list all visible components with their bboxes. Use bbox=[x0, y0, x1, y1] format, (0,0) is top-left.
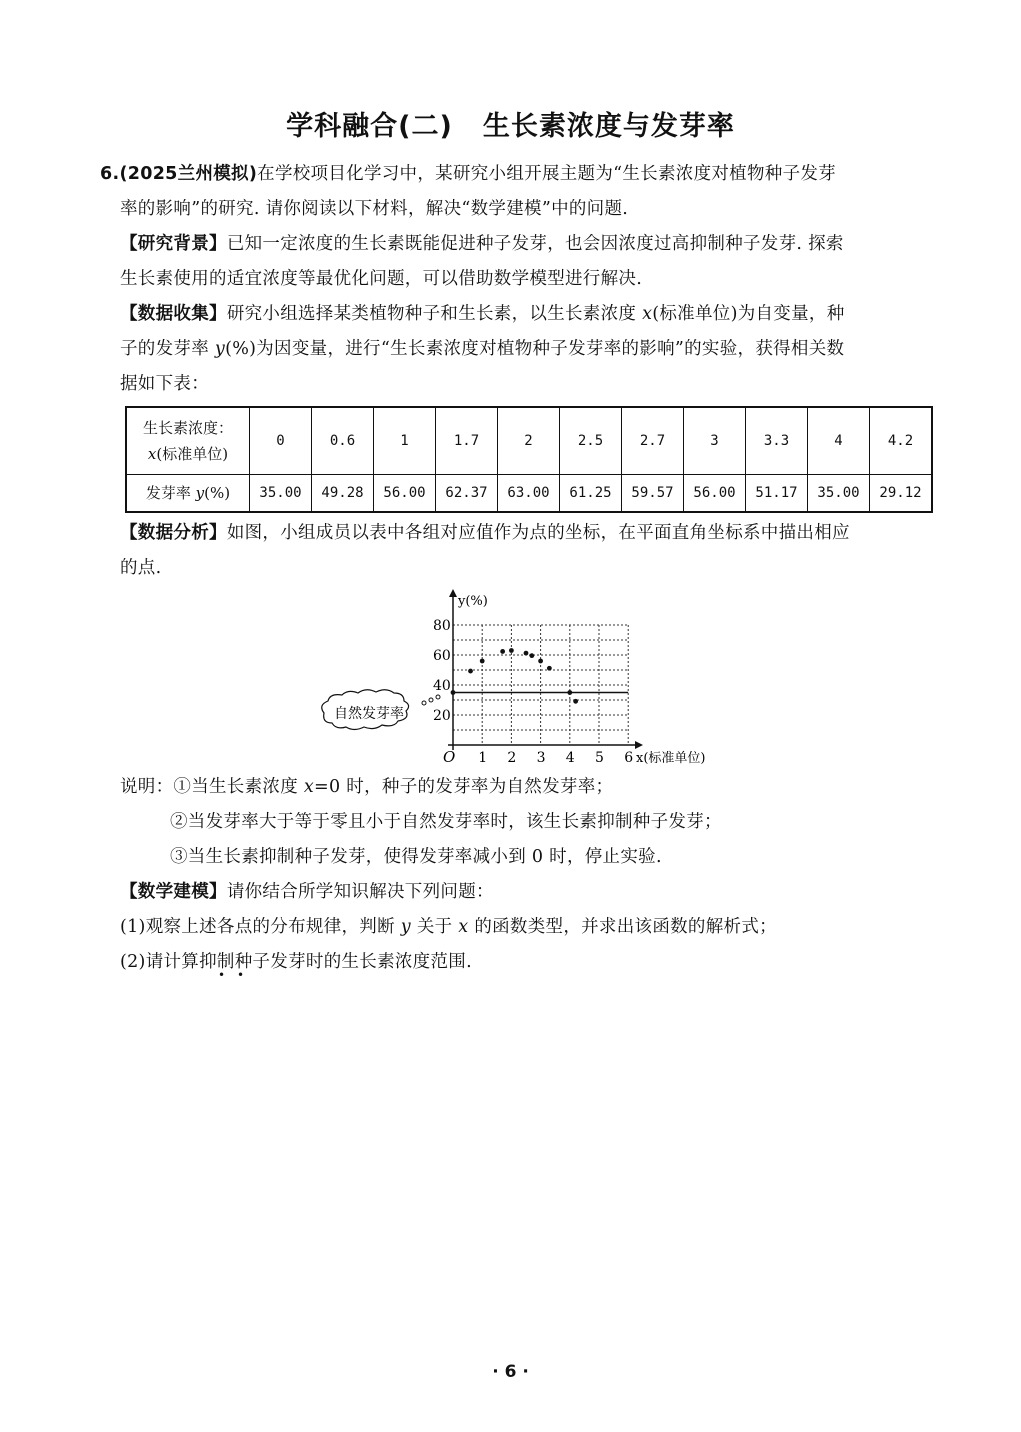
table-cell: 62.37 bbox=[436, 475, 498, 513]
collection-label: 【数据收集】 bbox=[120, 304, 227, 324]
table-cell: 56.00 bbox=[374, 475, 436, 513]
data-point bbox=[538, 659, 543, 664]
intro-line1: 在学校项目化学习中，某研究小组开展主题为“生长素浓度对植物种子发芽 bbox=[257, 164, 836, 184]
analysis-section bbox=[100, 516, 945, 586]
y-tick-label: 80 bbox=[433, 618, 451, 634]
collection-line2b: (%)为因变量，进行“生长素浓度对植物种子发芽率的影响”的实验，获得相关数 bbox=[225, 339, 845, 359]
note1-var: x bbox=[303, 777, 315, 797]
table-header-y bbox=[126, 475, 250, 513]
data-point bbox=[451, 690, 456, 695]
table-cell: 1.7 bbox=[436, 407, 498, 475]
collection-line2a: 子的发芽率 bbox=[120, 339, 215, 359]
data-point bbox=[468, 669, 473, 674]
y-axis-arrow bbox=[449, 589, 457, 597]
notes-section bbox=[100, 770, 945, 875]
emphasis-dot: • bbox=[237, 968, 245, 982]
var-x: x bbox=[642, 304, 653, 324]
table-cell: 61.25 bbox=[560, 475, 622, 513]
data-point bbox=[547, 666, 552, 671]
background-section bbox=[100, 227, 945, 297]
title-part1: 学科融合(二) bbox=[286, 111, 453, 142]
y-tick-label: 60 bbox=[433, 648, 451, 664]
data-point bbox=[524, 651, 529, 656]
header-x-line1: 生长素浓度： bbox=[142, 419, 233, 437]
data-point bbox=[500, 649, 505, 654]
chart-grid bbox=[453, 625, 628, 745]
table-row-y bbox=[126, 475, 932, 513]
question2: (2)请计算抑制种子发芽时的生长素浓度范围. bbox=[120, 952, 472, 972]
header-y-var: y bbox=[195, 484, 205, 502]
callout-label: 自然发芽率 bbox=[334, 706, 404, 722]
background-line1: 已知一定浓度的生长素既能促进种子发芽，也会因浓度过高抑制种子发芽. 探索 bbox=[226, 234, 844, 254]
table-cell: 3.3 bbox=[746, 407, 808, 475]
x-tick-label: 5 bbox=[595, 750, 604, 766]
intro-line2: 率的影响”的研究. 请你阅读以下材料，解决“数学建模”中的问题. bbox=[120, 199, 629, 219]
table-cell: 4.2 bbox=[870, 407, 933, 475]
background-label: 【研究背景】 bbox=[120, 234, 227, 254]
table-cell: 63.00 bbox=[498, 475, 560, 513]
data-point bbox=[529, 653, 534, 658]
table-cell: 29.12 bbox=[870, 475, 933, 513]
header-x-var: x bbox=[147, 445, 157, 463]
x-tick-label: 2 bbox=[507, 750, 517, 766]
question1-var-x: x bbox=[458, 917, 469, 937]
var-y: y bbox=[214, 339, 226, 359]
note1b: =0 时，种子的发芽率为自然发芽率； bbox=[314, 777, 614, 797]
table-row-x bbox=[126, 407, 932, 475]
table-cell: 56.00 bbox=[684, 475, 746, 513]
data-point bbox=[567, 690, 572, 695]
table-cell: 2.5 bbox=[560, 407, 622, 475]
analysis-line2: 的点. bbox=[120, 558, 162, 578]
emphasis-dot: • bbox=[218, 968, 226, 982]
table-cell: 0.6 bbox=[312, 407, 374, 475]
y-tick-label: 20 bbox=[433, 708, 451, 724]
question-source: (2025兰州模拟) bbox=[119, 164, 258, 184]
table-cell: 49.28 bbox=[312, 475, 374, 513]
question-number: 6. bbox=[100, 164, 120, 184]
header-y-b: (%) bbox=[204, 484, 231, 502]
collection-section bbox=[100, 297, 945, 402]
table-cell: 35.00 bbox=[250, 475, 312, 513]
x-tick-label: 6 bbox=[624, 750, 634, 766]
header-x-line2: (标准单位) bbox=[156, 445, 229, 463]
x-tick-label: 4 bbox=[565, 750, 575, 766]
question1b: 关于 bbox=[410, 917, 459, 937]
data-points bbox=[451, 648, 578, 704]
x-tick-label: 1 bbox=[478, 750, 488, 766]
table-cell: 2.7 bbox=[622, 407, 684, 475]
analysis-line1: 如图，小组成员以表中各组对应值作为点的坐标，在平面直角坐标系中描出相应 bbox=[226, 523, 850, 543]
x-axis-arrow bbox=[635, 741, 643, 749]
x-axis-label: x(标准单位) bbox=[636, 751, 706, 766]
table-cell: 2 bbox=[498, 407, 560, 475]
table-cell: 0 bbox=[250, 407, 312, 475]
y-axis-label: y(%) bbox=[458, 594, 488, 609]
table-cell: 35.00 bbox=[808, 475, 870, 513]
question1-var-y: y bbox=[400, 917, 411, 937]
x-tick-label: 3 bbox=[536, 750, 546, 766]
table-cell: 4 bbox=[808, 407, 870, 475]
question1c: 的函数类型，并求出该函数的解析式； bbox=[468, 917, 777, 937]
page-title bbox=[0, 104, 1021, 143]
modeling-intro: 请你结合所学知识解决下列问题： bbox=[226, 882, 494, 902]
title-part2: 生长素浓度与发芽率 bbox=[482, 111, 735, 142]
note3: ③当生长素抑制种子发芽，使得发芽率减小到 0 时，停止实验. bbox=[170, 847, 662, 867]
modeling-label: 【数学建模】 bbox=[120, 882, 227, 902]
origin-label: O bbox=[443, 748, 456, 766]
collection-line1a: 研究小组选择某类植物种子和生长素，以生长素浓度 bbox=[226, 304, 643, 324]
header-y-a: 发芽率 bbox=[145, 484, 196, 502]
table-cell: 51.17 bbox=[746, 475, 808, 513]
data-point bbox=[480, 659, 485, 664]
modeling-section bbox=[100, 875, 945, 980]
collection-line3: 据如下表： bbox=[120, 374, 209, 394]
table-cell: 3 bbox=[684, 407, 746, 475]
table-cell: 59.57 bbox=[622, 475, 684, 513]
table-cell: 1 bbox=[374, 407, 436, 475]
collection-line1b: (标准单位)为自变量，种 bbox=[652, 304, 845, 324]
table-header-x bbox=[126, 407, 250, 475]
question-intro bbox=[100, 157, 945, 227]
note1a: ①当生长素浓度 bbox=[173, 777, 304, 797]
scatter-chart bbox=[310, 585, 750, 770]
question1a: (1)观察上述各点的分布规律，判断 bbox=[120, 917, 401, 937]
data-table bbox=[125, 406, 933, 513]
callout-cloud bbox=[322, 690, 440, 730]
data-point bbox=[573, 699, 578, 704]
data-point bbox=[509, 648, 514, 653]
page-number: · 6 · bbox=[492, 1362, 529, 1382]
y-tick-label: 40 bbox=[433, 678, 451, 694]
background-line2: 生长素使用的适宜浓度等最优化问题，可以借助数学模型进行解决. bbox=[120, 269, 643, 289]
notes-label: 说明： bbox=[120, 777, 174, 797]
note2: ②当发芽率大于等于零且小于自然发芽率时，该生长素抑制种子发芽； bbox=[170, 812, 722, 832]
analysis-label: 【数据分析】 bbox=[120, 523, 227, 543]
